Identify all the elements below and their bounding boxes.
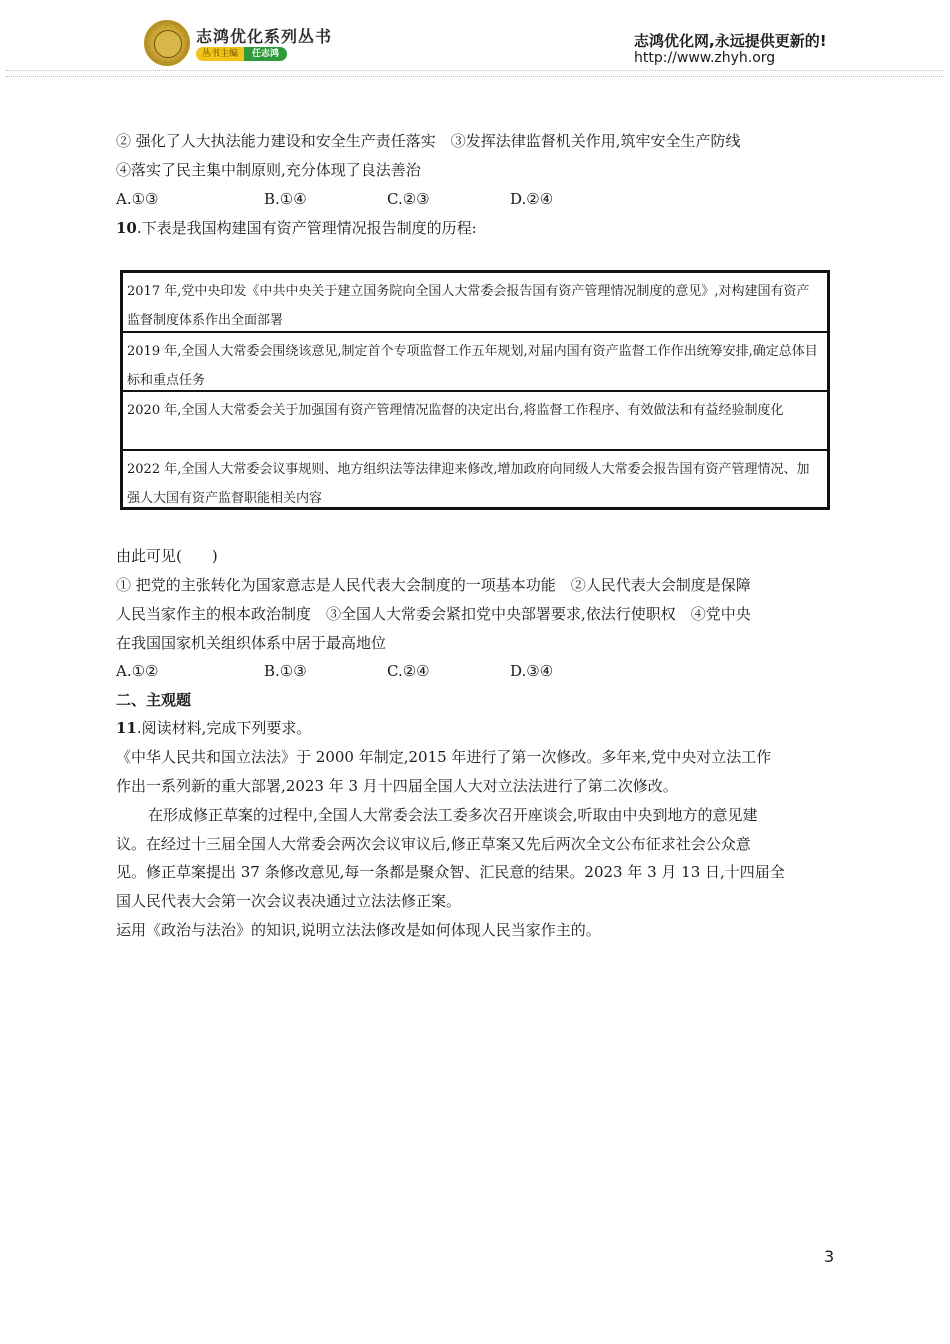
q10-option-b: B.①③ [264,662,307,680]
editor-label: 丛书主编 [196,47,244,61]
q11-para2-line2: 议。在经过十三届全国人大常委会两次会议审议后,修正草案又先后两次全文公布征求社会公众意 [116,835,751,853]
q9-option-a: A.①③ [116,190,159,208]
q10-option-a: A.①② [116,662,159,680]
q11-question: 运用《政治与法治》的知识,说明立法法修改是如何体现人民当家作主的。 [116,921,601,939]
header-divider-2 [6,76,944,77]
page-header [0,0,950,80]
q11-para2-line4: 国人民代表大会第一次会议表决通过立法法修正案。 [116,892,462,910]
q11-para1-line1: 《中华人民共和国立法法》于 2000 年制定,2015 年进行了第一次修改。多年来,党中央对立法工作 [116,748,772,766]
site-slogan: 志鸿优化网,永远提供更新的! [634,32,827,50]
q10-option-c: C.②④ [387,662,430,680]
q11-para2-line3: 见。修正草案提出 37 条修改意见,每一条都是聚众智、汇民意的结果。2023 年 3 月 13 日,十四届全 [116,863,785,881]
history-table [120,270,830,510]
series-title: 志鸿优化系列丛书 [196,27,333,46]
page-number: 3 [824,1247,835,1266]
site-url[interactable]: http://www.zhyh.org [634,50,776,66]
q10-statement-line2: 人民当家作主的根本政治制度 ③全国人大常委会紧扣党中央部署要求,依法行使职权 ④党中央 [116,605,751,623]
q9-statement-line2: ④落实了民主集中制原则,充分体现了良法善治 [116,161,421,179]
q11-para2-line1: 在形成修正草案的过程中,全国人大常委会法工委多次召开座谈会,听取由中央到地方的意见建 [148,806,758,824]
q9-option-c: C.②③ [387,190,430,208]
q10-stem [116,218,836,238]
editor-badge [196,47,287,61]
history-row-2022: 2022 年,全国人大常委会议事规则、地方组织法等法律迎来修改,增加政府向同级人大常委会报告国有资产管理情况、加强人大国有资产监督职能相关内容 [123,449,827,508]
q11-stem-text: .阅读材料,完成下列要求。 [136,719,312,737]
editor-name: 任志鸿 [244,47,287,61]
q10-statement-line3: 在我国国家机关组织体系中居于最高地位 [116,634,387,652]
q10-stem-text: .下表是我国构建国有资产管理情况报告制度的历程: [136,219,477,237]
q10-conclusion: 由此可见( ) [116,547,218,565]
q9-option-d: D.②④ [510,190,554,208]
history-row-2020: 2020 年,全国人大常委会关于加强国有资产管理情况监督的决定出台,将监督工作程序、有效做法和有益经验制度化 [123,390,827,449]
q10-statement-line1: ① 把党的主张转化为国家意志是人民代表大会制度的一项基本功能 ②人民代表大会制度是保障 [116,576,751,594]
q11-number: 11 [116,719,137,737]
history-row-2017: 2017 年,党中央印发《中共中央关于建立国务院向全国人大常委会报告国有资产管理情况制度的意见》,对构建国有资产监督制度体系作出全面部署 [127,284,810,328]
publisher-seal-logo [144,20,190,66]
q10-number: 10 [116,219,137,237]
q11-para1-line2: 作出一系列新的重大部署,2023 年 3 月十四届全国人大对立法法进行了第二次修改。 [116,777,678,795]
q9-statement-line1: ② 强化了人大执法能力建设和安全生产责任落实 ③发挥法律监督机关作用,筑牢安全生产防线 [116,132,741,150]
header-divider [6,70,944,71]
section-title: 二、主观题 [116,691,192,709]
history-row-2019: 2019 年,全国人大常委会围绕该意见,制定首个专项监督工作五年规划,对届内国有资产监督工作作出统筹安排,确定总体目标和重点任务 [123,331,827,390]
q11-stem [116,718,836,738]
q9-option-b: B.①④ [264,190,307,208]
q10-option-d: D.③④ [510,662,554,680]
